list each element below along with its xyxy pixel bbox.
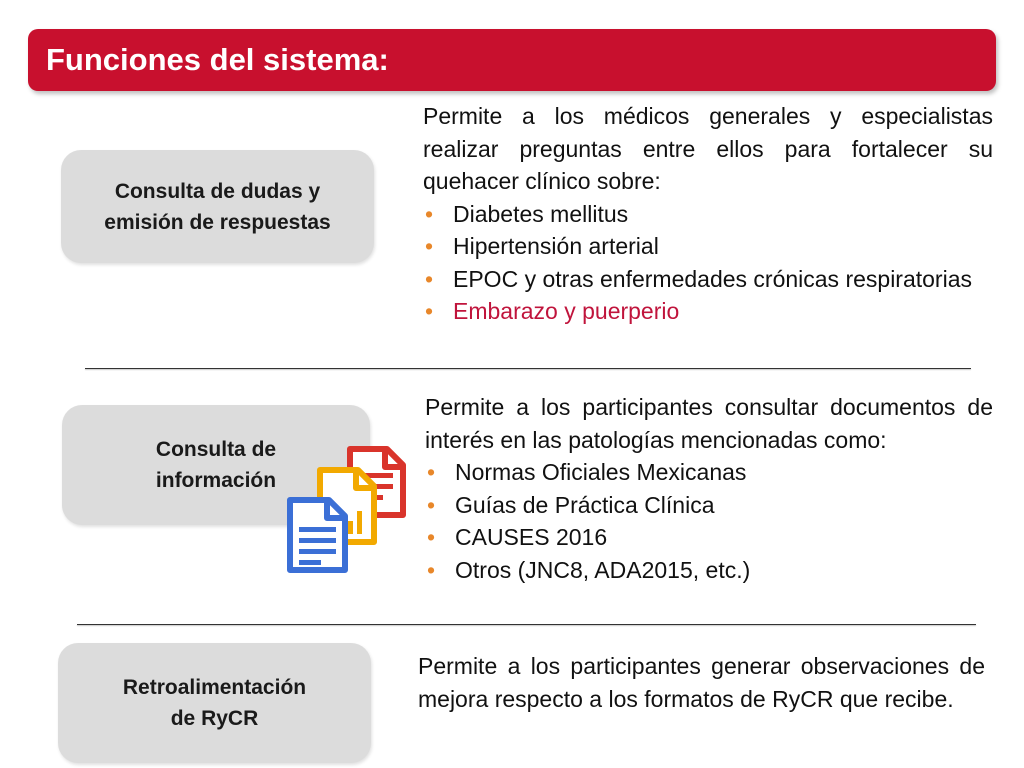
- documents-icon: [283, 445, 408, 575]
- blue-document-icon: [290, 500, 345, 570]
- list-item: • Normas Oficiales Mexicanas: [425, 456, 993, 489]
- section-label-text: Consulta de información: [155, 438, 277, 492]
- section-label-text: Retroalimentación de RyCR: [122, 676, 307, 730]
- section-divider: [85, 368, 971, 369]
- list-item: • Otros (JNC8, ADA2015, etc.): [425, 554, 993, 587]
- section-description-consulta-dudas: [423, 100, 993, 328]
- list-item: • Diabetes mellitus: [423, 198, 993, 231]
- description-intro: Permite a los participantes generar observaciones de mejora respecto a los formatos de RyCR que recibe.: [418, 653, 985, 712]
- section-description-consulta-informacion: [425, 391, 993, 586]
- section-label-consulta-dudas: [61, 150, 374, 263]
- list-item: • Embarazo y puerperio: [423, 295, 993, 328]
- section-divider: [77, 624, 976, 625]
- list-item: • CAUSES 2016: [425, 521, 993, 554]
- list-item: • Hipertensión arterial: [423, 230, 993, 263]
- section-label-retroalimentacion: [58, 643, 371, 763]
- page-title: Funciones del sistema:: [46, 42, 389, 77]
- section-label-text: Consulta de dudas y emisión de respuestas: [104, 179, 331, 234]
- document-list: [425, 456, 993, 586]
- description-intro: Permite a los participantes consultar documentos de interés en las patologías mencionadas como:: [425, 394, 993, 453]
- list-item: • EPOC y otras enfermedades crónicas respiratorias: [423, 263, 993, 296]
- topic-list: [423, 198, 993, 328]
- description-intro: Permite a los médicos generales y especialistas realizar preguntas entre ellos para fortalecer su quehacer clínico sobre:: [423, 103, 993, 194]
- list-item: • Guías de Práctica Clínica: [425, 489, 993, 522]
- section-description-retroalimentacion: [418, 650, 985, 715]
- title-bar: [28, 29, 996, 91]
